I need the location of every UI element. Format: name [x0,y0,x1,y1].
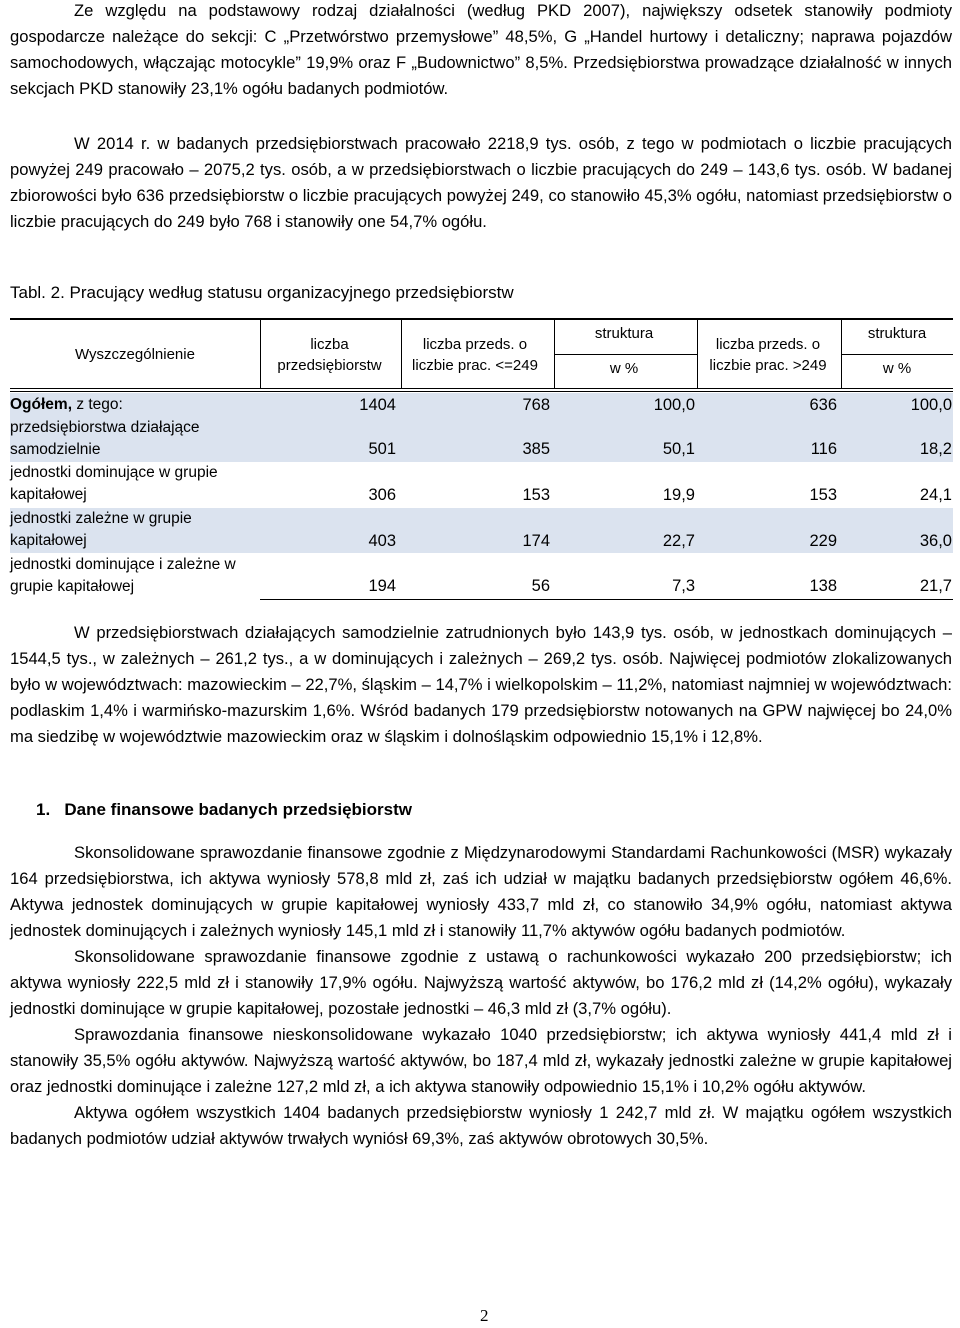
cell-v5: 18,2 [919,440,952,458]
paragraph-nieskonsolidowane: Sprawozdania finansowe nieskonsolidowane wykazało 1040 przedsiębiorstw; ich aktywa wyniosły 441,4 mld zł i stanowiły 35,5% ogółu aktywów. Najwyższą wartość aktywów, bo 187,4 mld zł, wykazały jednostki zależne w grupie kapitałowej oraz jednostki dominujące i zależne 127,2 mld zł, a ich aktywa stanowiły odpowiednio 15,1% i 10,2% ogółu aktywów. [10,1025,952,1096]
table-title: Tabl. 2. Pracujący według statusu organizacyjnego przedsiębiorstw [10,283,514,302]
cell-v5: 24,1 [919,486,952,504]
header-struktura-2: struktura [867,325,927,342]
header-bottom-rule [10,391,953,392]
header-struktura-1: struktura [594,325,654,342]
cell-v1: 1404 [359,396,396,414]
row-label: jednostki dominujące w grupie kapitałowej [10,464,218,503]
cell-v4: 116 [810,440,837,458]
cell-v1: 403 [368,532,396,550]
cell-v2: 768 [522,396,550,414]
cell-v2: 56 [531,577,550,595]
header-struktura-2-unit: w % [882,360,912,377]
cell-v2: 153 [522,486,550,504]
header-liczba-przedsiebiorstw: liczba przedsiębiorstw [277,336,382,374]
paragraph-aktywa-ogolem: Aktywa ogółem wszystkich 1404 badanych przedsiębiorstw wyniosły 1 242,7 mld zł. W majątku ogółem wszystkich badanych podmiotów udział aktywów trwałych wyniósł 69,3%, zaś aktywów obrotowych 30,5%. [10,1103,952,1148]
cell-v4: 636 [809,396,837,414]
table-row [10,393,953,417]
paragraph-employment-2014: W 2014 r. w badanych przedsiębiorstwach pracowało 2218,9 tys. osób, z tego w podmiotach o liczbie pracujących powyżej 249 pracowało – 2075,2 tys. osób, a w przedsiębiorstwach o liczbie pracujących do 249 – 143,6 tys. osób. W badanej zbiorowości było 636 przedsiębiorstw o liczbie pracujących powyżej 249, co stanowiło 45,3% ogółu, natomiast przedsiębiorstw o liczbie pracujących do 249 było 768 i stanowiły one 54,7% ogółu. [10,134,952,231]
header-bottom-rule [10,388,953,389]
row-label-bold: Ogółem, [10,396,73,413]
table-row [10,508,953,553]
cell-v3: 50,1 [662,440,695,458]
cell-v1: 306 [368,486,396,504]
section-number: 1. [36,800,51,819]
row-label-rest: z tego: [72,396,123,413]
header-wyszczegolnienie: Wyszczególnienie [75,346,195,363]
cell-v3: 100,0 [653,396,695,414]
cell-v4: 138 [809,577,837,595]
table-header [10,320,953,390]
cell-v3: 22,7 [662,532,695,550]
cell-v3: 19,9 [662,486,695,504]
cell-v1: 501 [368,440,396,458]
cell-v2: 174 [522,532,550,550]
header-subrule [554,354,697,355]
header-subrule [841,354,953,355]
row-label: jednostki zależne w grupie kapitałowej [10,510,192,549]
header-divider [260,320,261,388]
row-label [10,394,260,416]
table-row [10,417,953,462]
header-liczba-le-249: liczba przeds. o liczbie prac. <=249 [412,336,538,374]
cell-v5: 100,0 [910,396,952,414]
cell-v5: 21,7 [919,577,952,595]
row-label: jednostki dominujące i zależne w grupie kapitałowej [10,556,236,595]
cell-v5: 36,0 [919,532,952,550]
table-bottom-rule [260,599,953,600]
paragraph-msr: Skonsolidowane sprawozdanie finansowe zgodnie z Międzynarodowymi Standardami Rachunkowości (MSR) wykazały 164 przedsiębiorstwa, ich aktywa wyniosły 578,8 mld zł, zaś ich udział w majątku badanych przedsiębiorstw ogółem 46,6%. Aktywa jednostek dominujących w grupie kapitałowej wyniosły 433,7 mld zł, co stanowiło 34,9% ogółu, natomiast aktywa jednostek dominujących i zależnych wyniosły 145,1 mld zł i stanowiły 11,7% aktywów ogółu badanych podmiotów. [10,843,952,940]
header-divider [697,320,698,388]
header-struktura-1-unit: w % [609,360,639,377]
header-divider [401,320,402,388]
section-heading [36,800,412,820]
cell-v2: 385 [522,440,550,458]
page-number: 2 [480,1306,489,1325]
section-body [10,840,952,1152]
paragraph-after-table: W przedsiębiorstwach działających samodzielnie zatrudnionych było 143,9 tys. osób, w jednostkach dominujących – 1544,5 tys., w zależnych – 261,2 tys., a w dominujących i zależnych – 269,2 tys. osób. Najwięcej podmiotów zlokalizowanych było w województwach: mazowieckim – 22,7%, śląskim – 14,7% i wielkopolskim – 11,2%, natomiast najmniej w województwach: podlaskim 1,4% i warmińsko-mazurskim 1,6%. Wśród badanych 179 przedsiębiorstw notowanych na GPW najwięcej bo 24,0% ma siedzibę w województwie mazowieckim oraz w śląskim i dolnośląskim odpowiednio 15,1% i 12,8%. [10,623,952,746]
paragraph-ustawa: Skonsolidowane sprawozdanie finansowe zgodnie z ustawą o rachunkowości wykazało 200 przedsiębiorstw; ich aktywa wyniosły 222,5 mld zł i stanowiły 17,9% ogółu. Najwyższą wartość aktywów, bo 176,2 mld zł (14,2% ogółu), wykazały jednostki dominujące w grupie kapitałowej, pozostałe jednostki – 46,3 mld zł (3,7% ogółu). [10,947,952,1018]
cell-v4: 153 [809,486,837,504]
cell-v3: 7,3 [672,577,695,595]
paragraph-pkd-sections: Ze względu na podstawowy rodzaj działalności (według PKD 2007), największy odsetek stanowiły podmioty gospodarcze należące do sekcji: C „Przetwórstwo przemysłowe” 48,5%, G „Handel hurtowy i detaliczny; naprawa pojazdów samochodowych, włączając motocykle” 19,9% oraz F „Budownictwo” 8,5%. Przedsiębiorstwa prowadzące działalność w innych sekcjach PKD stanowiły 23,1% ogółu badanych podmiotów. [10,1,952,98]
header-liczba-gt-249: liczba przeds. o liczbie prac. >249 [709,336,827,374]
table-row [10,462,953,508]
cell-v4: 229 [809,532,837,550]
table-row [10,553,953,599]
section-title: Dane finansowe badanych przedsiębiorstw [64,800,412,819]
row-label: przedsiębiorstwa działające samodzielnie [10,419,200,458]
cell-v1: 194 [368,577,396,595]
